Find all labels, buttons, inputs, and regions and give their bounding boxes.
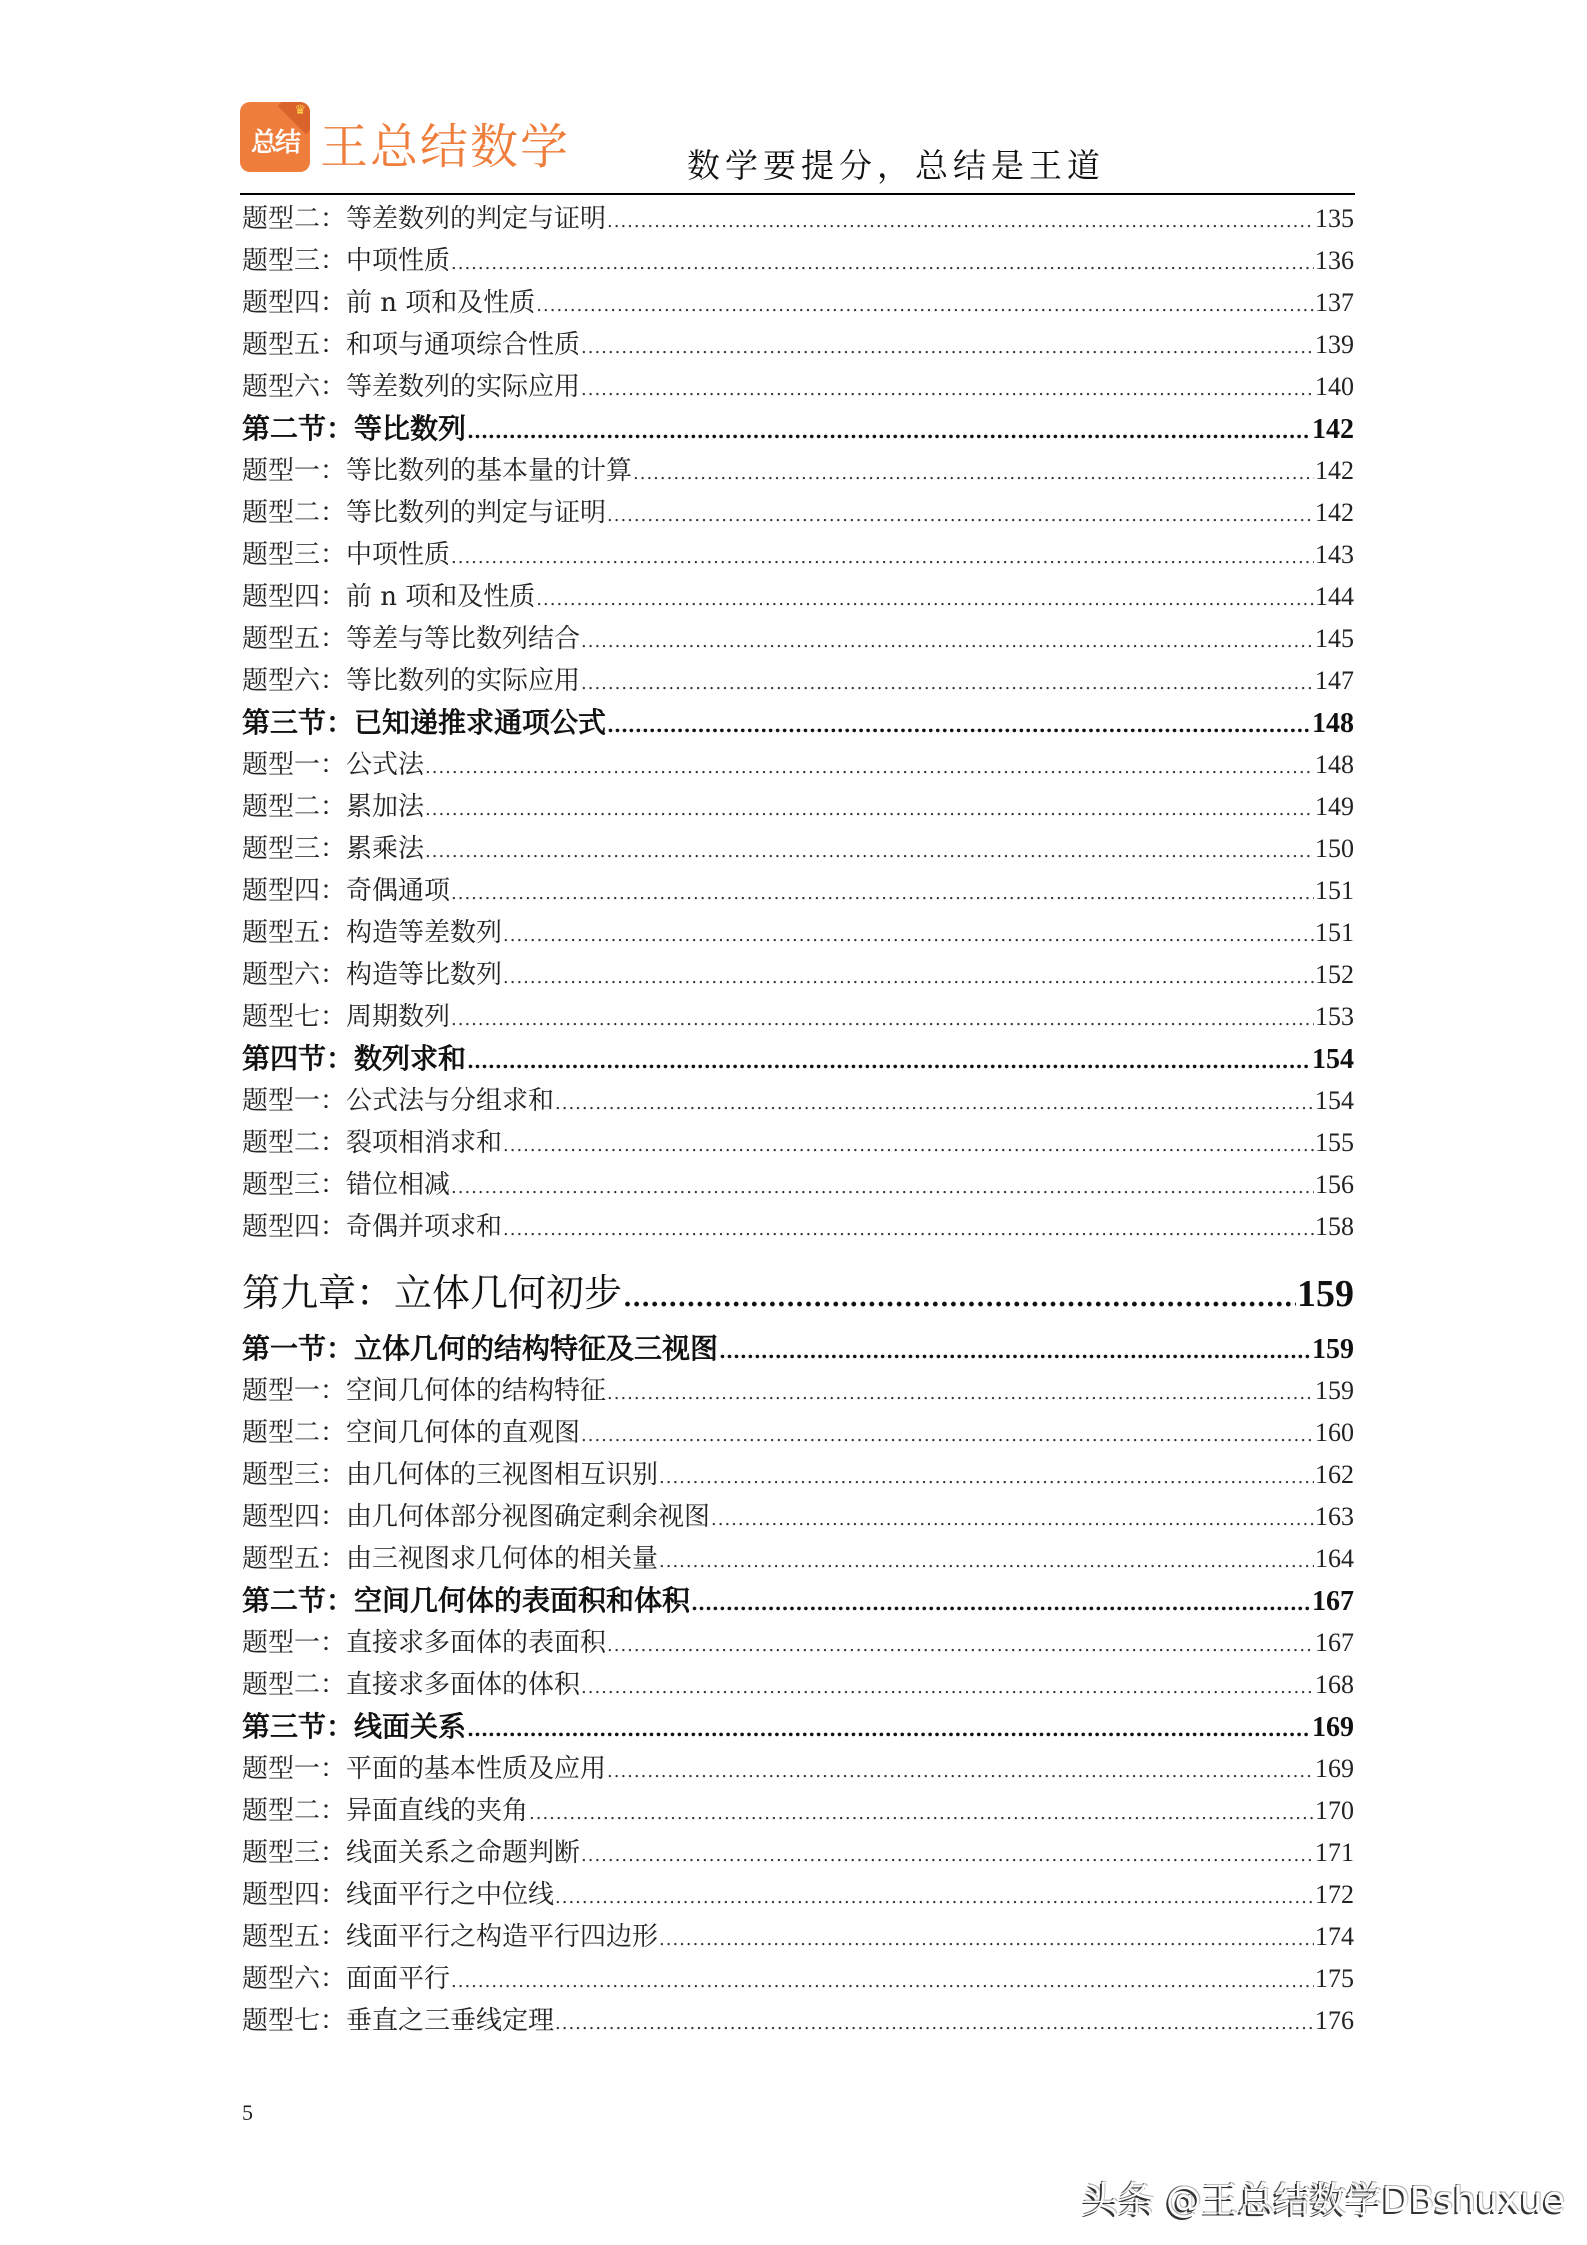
toc-item-entry[interactable] — [242, 576, 1354, 618]
toc-item-entry[interactable] — [242, 1748, 1354, 1790]
header-slogan: 数学要提分，总结是王道 — [687, 146, 1105, 185]
toc-item-entry[interactable] — [242, 1370, 1354, 1412]
toc-entry-title: 题型二：等比数列的判定与证明 — [242, 498, 607, 528]
toc-item-entry[interactable] — [242, 1916, 1354, 1958]
dot-leader — [425, 789, 1314, 831]
toc-item-entry[interactable] — [242, 912, 1354, 954]
dot-leader — [581, 621, 1314, 663]
dot-leader — [581, 1667, 1314, 1709]
toc-item-entry[interactable] — [242, 450, 1354, 492]
dot-leader — [607, 1373, 1314, 1415]
dot-leader — [607, 1751, 1314, 1793]
toc-entry-page-number: 167 — [1312, 1586, 1354, 1617]
toc-item-entry[interactable] — [242, 2000, 1354, 2042]
toc-entry-page-number: 167 — [1315, 1628, 1354, 1657]
crown-icon: ♛ — [294, 103, 306, 118]
toc-entry-title: 题型四：由几何体部分视图确定剩余视图 — [242, 1502, 711, 1532]
toc-item-entry[interactable] — [242, 1622, 1354, 1664]
toc-entry-page-number: 137 — [1315, 288, 1354, 317]
toc-entry-page-number: 158 — [1315, 1212, 1354, 1241]
toc-entry-page-number: 135 — [1315, 204, 1354, 233]
toc-entry-page-number: 171 — [1315, 1838, 1354, 1867]
toc-item-entry[interactable] — [242, 1790, 1354, 1832]
toc-entry-title: 题型五：由三视图求几何体的相关量 — [242, 1544, 659, 1574]
toc-item-entry[interactable] — [242, 1454, 1354, 1496]
page-number: 5 — [242, 2100, 253, 2125]
dot-leader — [581, 1415, 1314, 1457]
dot-leader — [719, 1330, 1311, 1372]
toc-entry-title: 题型三：中项性质 — [242, 246, 451, 276]
toc-entry-title: 题型一：等比数列的基本量的计算 — [242, 456, 633, 486]
toc-entry-title: 题型六：等比数列的实际应用 — [242, 666, 581, 696]
toc-entry-title: 题型三：中项性质 — [242, 540, 451, 570]
toc-item-entry[interactable] — [242, 1164, 1354, 1206]
dot-leader — [581, 1835, 1314, 1877]
toc-entry-page-number: 144 — [1315, 582, 1354, 611]
toc-entry-page-number: 148 — [1315, 750, 1354, 779]
toc-item-entry[interactable] — [242, 534, 1354, 576]
toc-item-entry[interactable] — [242, 618, 1354, 660]
toc-entry-title: 题型二：直接求多面体的体积 — [242, 1670, 581, 1700]
dot-leader — [607, 495, 1314, 537]
toc-entry-page-number: 174 — [1315, 1922, 1354, 1951]
dot-leader — [555, 2003, 1314, 2045]
toc-entry-title: 题型一：公式法 — [242, 750, 425, 780]
toc-entry-page-number: 142 — [1312, 414, 1354, 445]
toc-entry-title: 第三节：线面关系 — [242, 1710, 467, 1743]
toc-item-entry[interactable] — [242, 744, 1354, 786]
toc-entry-page-number: 155 — [1315, 1128, 1354, 1157]
toc-item-entry[interactable] — [242, 492, 1354, 534]
table-of-contents — [242, 198, 1354, 2042]
toc-entry-page-number: 148 — [1312, 708, 1354, 739]
toc-entry-page-number: 169 — [1315, 1754, 1354, 1783]
brand-name: 王总结数学 — [320, 119, 571, 175]
toc-entry-title: 题型六：面面平行 — [242, 1964, 451, 1994]
toc-entry-page-number: 159 — [1315, 1376, 1354, 1405]
dot-leader — [581, 369, 1314, 411]
toc-item-entry[interactable] — [242, 240, 1354, 282]
toc-entry-title: 题型二：裂项相消求和 — [242, 1128, 503, 1158]
dot-leader — [659, 1919, 1314, 1961]
dot-leader — [623, 1267, 1296, 1329]
toc-item-entry[interactable] — [242, 660, 1354, 702]
toc-entry-title: 第二节：空间几何体的表面积和体积 — [242, 1584, 691, 1617]
dot-leader — [467, 1708, 1311, 1750]
toc-section-entry[interactable] — [242, 408, 1354, 450]
dot-leader — [451, 243, 1314, 285]
dot-leader — [607, 704, 1311, 746]
toc-entry-page-number: 145 — [1315, 624, 1354, 653]
dot-leader — [451, 999, 1314, 1041]
toc-item-entry[interactable] — [242, 1412, 1354, 1454]
toc-item-entry[interactable] — [242, 996, 1354, 1038]
dot-leader — [451, 1961, 1314, 2003]
dot-leader — [581, 663, 1314, 705]
toc-entry-title: 题型一：空间几何体的结构特征 — [242, 1376, 607, 1406]
dot-leader — [633, 453, 1314, 495]
toc-entry-title: 题型一：平面的基本性质及应用 — [242, 1754, 607, 1784]
toc-entry-title: 题型五：和项与通项综合性质 — [242, 330, 581, 360]
toc-item-entry[interactable] — [242, 1538, 1354, 1580]
toc-entry-title: 第二节：等比数列 — [242, 412, 467, 445]
dot-leader — [607, 1625, 1314, 1667]
toc-section-entry[interactable] — [242, 1706, 1354, 1748]
toc-entry-title: 题型四：前 n 项和及性质 — [242, 582, 536, 612]
toc-entry-title: 第一节：立体几何的结构特征及三视图 — [242, 1332, 719, 1365]
toc-entry-page-number: 152 — [1315, 960, 1354, 989]
toc-entry-page-number: 139 — [1315, 330, 1354, 359]
dot-leader — [581, 327, 1314, 369]
logo-text: 总结 — [250, 128, 299, 158]
toc-entry-title: 题型三：错位相减 — [242, 1170, 451, 1200]
dot-leader — [503, 957, 1314, 999]
toc-entry-title: 题型二：异面直线的夹角 — [242, 1796, 529, 1826]
toc-entry-title: 第四节：数列求和 — [242, 1042, 467, 1075]
toc-entry-page-number: 140 — [1315, 372, 1354, 401]
toc-entry-page-number: 156 — [1315, 1170, 1354, 1199]
toc-entry-page-number: 175 — [1315, 1964, 1354, 1993]
dot-leader — [467, 410, 1311, 452]
dot-leader — [555, 1083, 1314, 1125]
dot-leader — [555, 1877, 1314, 1919]
dot-leader — [467, 1040, 1311, 1082]
toc-entry-page-number: 162 — [1315, 1460, 1354, 1489]
toc-entry-page-number: 150 — [1315, 834, 1354, 863]
toc-entry-title: 题型一：直接求多面体的表面积 — [242, 1628, 607, 1658]
toc-entry-page-number: 164 — [1315, 1544, 1354, 1573]
watermark: 头条 @王总结数学DBshuxue — [1082, 2180, 1565, 2221]
toc-entry-title: 题型五：构造等差数列 — [242, 918, 503, 948]
toc-item-entry[interactable] — [242, 198, 1354, 240]
toc-entry-page-number: 159 — [1297, 1273, 1354, 1315]
toc-item-entry[interactable] — [242, 828, 1354, 870]
toc-entry-title: 题型七：垂直之三垂线定理 — [242, 2006, 555, 2036]
toc-item-entry[interactable] — [242, 1080, 1354, 1122]
toc-entry-title: 题型二：累加法 — [242, 792, 425, 822]
toc-item-entry[interactable] — [242, 870, 1354, 912]
toc-entry-title: 题型四：线面平行之中位线 — [242, 1880, 555, 1910]
dot-leader — [451, 873, 1314, 915]
toc-entry-title: 题型四：奇偶通项 — [242, 876, 451, 906]
toc-entry-title: 题型一：公式法与分组求和 — [242, 1086, 555, 1116]
toc-entry-title: 题型五：线面平行之构造平行四边形 — [242, 1922, 659, 1952]
toc-item-entry[interactable] — [242, 1664, 1354, 1706]
toc-item-entry[interactable] — [242, 366, 1354, 408]
dot-leader — [659, 1541, 1314, 1583]
dot-leader — [451, 537, 1314, 579]
dot-leader — [503, 1209, 1314, 1251]
toc-entry-title: 题型四：奇偶并项求和 — [242, 1212, 503, 1242]
dot-leader — [659, 1457, 1314, 1499]
toc-section-entry[interactable] — [242, 1038, 1354, 1080]
toc-entry-page-number: 142 — [1315, 456, 1354, 485]
dot-leader — [451, 1167, 1314, 1209]
dot-leader — [503, 1125, 1314, 1167]
toc-item-entry[interactable] — [242, 1874, 1354, 1916]
toc-entry-title: 题型四：前 n 项和及性质 — [242, 288, 536, 318]
toc-entry-page-number: 176 — [1315, 2006, 1354, 2035]
toc-item-entry[interactable] — [242, 282, 1354, 324]
toc-entry-page-number: 151 — [1315, 918, 1354, 947]
toc-entry-title: 题型二：等差数列的判定与证明 — [242, 204, 607, 234]
toc-entry-title: 题型五：等差与等比数列结合 — [242, 624, 581, 654]
toc-item-entry[interactable] — [242, 1832, 1354, 1874]
dot-leader — [536, 579, 1314, 621]
dot-leader — [536, 285, 1314, 327]
toc-entry-title: 题型三：累乘法 — [242, 834, 425, 864]
toc-section-entry[interactable] — [242, 1580, 1354, 1622]
toc-entry-page-number: 153 — [1315, 1002, 1354, 1031]
toc-entry-page-number: 149 — [1315, 792, 1354, 821]
brand-logo — [240, 102, 310, 172]
toc-entry-title: 第九章：立体几何初步 — [242, 1271, 623, 1315]
toc-entry-title: 题型六：等差数列的实际应用 — [242, 372, 581, 402]
toc-item-entry[interactable] — [242, 1496, 1354, 1538]
toc-entry-title: 题型三：由几何体的三视图相互识别 — [242, 1460, 659, 1490]
toc-entry-page-number: 147 — [1315, 666, 1354, 695]
toc-entry-page-number: 168 — [1315, 1670, 1354, 1699]
toc-entry-page-number: 136 — [1315, 246, 1354, 275]
toc-entry-page-number: 154 — [1315, 1086, 1354, 1115]
toc-entry-title: 题型二：空间几何体的直观图 — [242, 1418, 581, 1448]
toc-entry-title: 第三节：已知递推求通项公式 — [242, 706, 607, 739]
toc-entry-page-number: 163 — [1315, 1502, 1354, 1531]
toc-item-entry[interactable] — [242, 786, 1354, 828]
toc-entry-page-number: 169 — [1312, 1712, 1354, 1743]
toc-entry-title: 题型六：构造等比数列 — [242, 960, 503, 990]
toc-entry-title: 题型三：线面关系之命题判断 — [242, 1838, 581, 1868]
toc-section-entry[interactable] — [242, 702, 1354, 744]
toc-item-entry[interactable] — [242, 1206, 1354, 1248]
toc-entry-page-number: 142 — [1315, 498, 1354, 527]
dot-leader — [529, 1793, 1314, 1835]
dot-leader — [607, 201, 1314, 243]
dot-leader — [711, 1499, 1314, 1541]
toc-item-entry[interactable] — [242, 1958, 1354, 2000]
dot-leader — [425, 747, 1314, 789]
toc-entry-page-number: 172 — [1315, 1880, 1354, 1909]
toc-item-entry[interactable] — [242, 324, 1354, 366]
toc-item-entry[interactable] — [242, 954, 1354, 996]
toc-entry-page-number: 154 — [1312, 1044, 1354, 1075]
toc-item-entry[interactable] — [242, 1122, 1354, 1164]
toc-entry-page-number: 170 — [1315, 1796, 1354, 1825]
dot-leader — [691, 1582, 1311, 1624]
toc-chapter-entry[interactable] — [242, 1262, 1354, 1324]
toc-entry-title: 题型七：周期数列 — [242, 1002, 451, 1032]
toc-section-entry[interactable] — [242, 1328, 1354, 1370]
toc-entry-page-number: 159 — [1312, 1334, 1354, 1365]
page-header — [240, 100, 1355, 195]
toc-entry-page-number: 151 — [1315, 876, 1354, 905]
toc-entry-page-number: 143 — [1315, 540, 1354, 569]
dot-leader — [503, 915, 1314, 957]
header-divider — [240, 193, 1355, 195]
dot-leader — [425, 831, 1314, 873]
toc-entry-page-number: 160 — [1315, 1418, 1354, 1447]
